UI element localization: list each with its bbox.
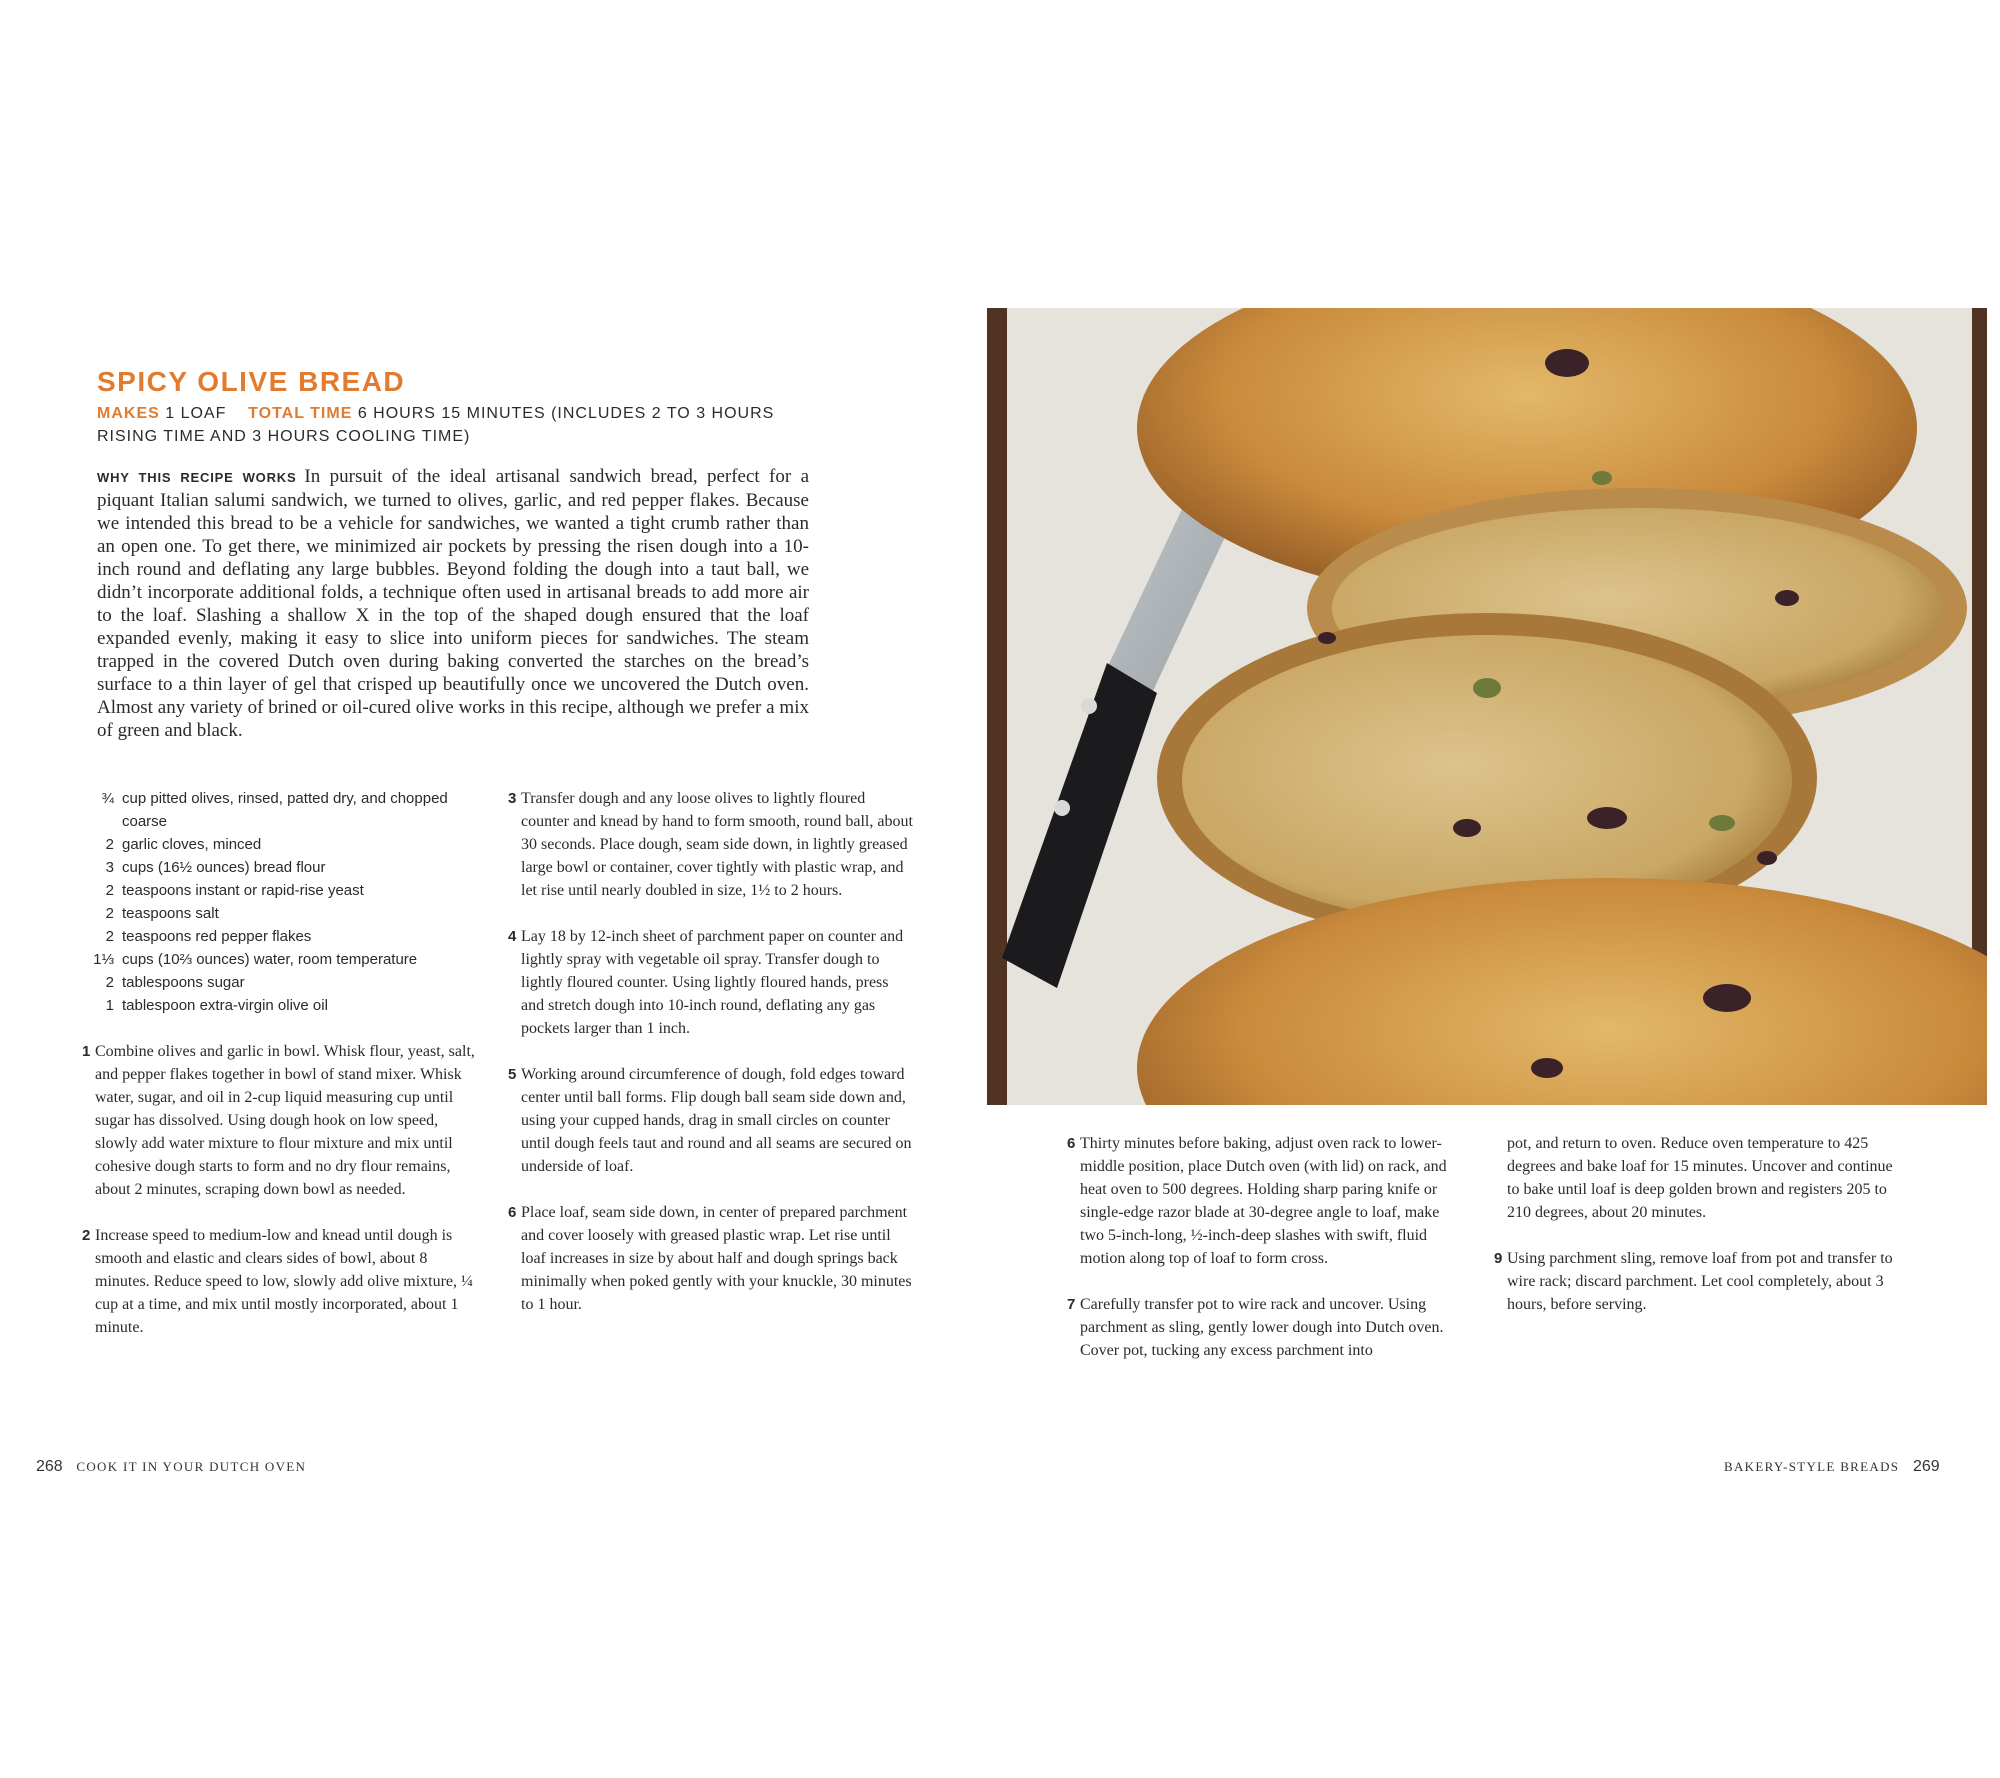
steps-column-2 <box>508 787 913 1339</box>
ingredient-list <box>84 787 484 1017</box>
book-title: COOK IT IN YOUR DUTCH OVEN <box>76 1459 307 1474</box>
ingredient-item: 1 tablespoon extra-virgin olive oil <box>105 997 328 1014</box>
step-item: 7 Carefully transfer pot to wire rack and uncover. Using parchment as sling, gently lower dough into Dutch oven. Cover pot, tucking any excess parchment into <box>1067 1296 1444 1359</box>
ingredient-item: 2 tablespoons sugar <box>105 974 245 991</box>
ingredient-item: ¾ cup pitted olives, rinsed, patted dry, and chopped coarse <box>101 790 448 830</box>
why-text: In pursuit of the ideal artisanal sandwich bread, perfect for a piquant Italian salumi sandwich, we turned to olives, garlic, and red pepper flakes. Because we intended this bread to be a vehicle for sandwiches, we wanted a tight crumb rather than an open one. To get there, we minimized air pockets by pressing the risen dough into a 10-inch round and deflating any large bubbles. Beyond folding the dough into a taut ball, we didn’t incorporate additional folds, a technique often used in artisanal breads to add more air to the loaf. Slashing a shallow X in the top of the shaped dough ensured that the loaf expanded evenly, making it easy to slice into uniform pieces for sandwiches. The steam trapped in the covered Dutch oven during baking converted the starches on the bread’s surface to a thin layer of gel that crisped up beautifully once we uncovered the Dutch oven. Almost any variety of brined or oil-cured olive works in this recipe, although we prefer a mix of green and black. <box>97 466 810 741</box>
ingredient-item: 2 garlic cloves, minced <box>105 836 262 853</box>
step-item: 1 Combine olives and garlic in bowl. Whisk flour, yeast, salt, and pepper flakes together in bowl of stand mixer. Whisk water, sugar, and oil in 2-cup liquid measuring cup until sugar has dissolved. Using dough hook on low speed, slowly add water mixture to flour mixture and mix until cohesive dough starts to form and no dry flour remains, about 2 minutes, scraping down bowl as needed. <box>82 1043 475 1198</box>
olive-bread-photo <box>987 308 1987 1105</box>
steps-column-1 <box>82 1040 482 1362</box>
step-item: 6 Place loaf, seam side down, in center of prepared parchment and cover loosely with greased plastic wrap. Let rise until loaf increases in size by about half and dough springs back minimally when poked gently with your knuckle, 30 minutes to 1 hour. <box>508 1204 912 1313</box>
total-time-label: TOTAL TIME <box>248 405 353 422</box>
handle-rivet <box>1081 698 1097 714</box>
step-item: 6 Thirty minutes before baking, adjust oven rack to lower-middle position, place Dutch oven (with lid) on rack, and heat oven to 500 degrees. Holding sharp paring knife or single-edge razor blade at 30-degree angle to loaf, make two 5-inch-long, ½-inch-deep slashes with swift, fluid motion along top of loaf to form cross. <box>1067 1135 1447 1267</box>
steps-column-3 <box>1067 1132 1467 1385</box>
footer-right <box>1724 1458 1940 1476</box>
makes-value: 1 LOAF <box>165 405 227 422</box>
page-number-left: 268 <box>36 1458 63 1475</box>
ingredient-item: 2 teaspoons instant or rapid-rise yeast <box>105 882 364 899</box>
ingredient-item: 2 teaspoons red pepper flakes <box>105 928 312 945</box>
handle-rivet <box>1054 800 1070 816</box>
ingredient-item: 1⅓ cups (10⅔ ounces) water, room temperature <box>93 951 418 968</box>
chapter-title: BAKERY-STYLE BREADS <box>1724 1459 1900 1474</box>
steps-column-4 <box>1494 1132 1894 1339</box>
why-this-recipe-works <box>97 465 809 742</box>
step-item: 2 Increase speed to medium-low and knead until dough is smooth and elastic and clears sides of bowl, about 8 minutes. Reduce speed to low, slowly add olive mixture, ¼ cup at a time, and mix until mostly incorporated, about 1 minute. <box>82 1227 474 1336</box>
makes-label: MAKES <box>97 405 160 422</box>
recipe-meta <box>97 402 817 448</box>
why-label: WHY THIS RECIPE WORKS <box>97 470 297 485</box>
footer-left <box>36 1458 306 1476</box>
total-time-value: 6 HOURS 15 MINUTES (INCLUDES 2 TO 3 HOURS RISING TIME AND 3 HOURS COOLING TIME) <box>97 405 775 445</box>
ingredient-item: 3 cups (16½ ounces) bread flour <box>105 859 326 876</box>
step-item: 4 Lay 18 by 12-inch sheet of parchment paper on counter and lightly spray with vegetable oil spray. Transfer dough to lightly floured counter. Using lightly floured hands, press and stretch dough into 10-inch round, deflating any gas pockets larger than 1 inch. <box>508 928 904 1037</box>
recipe-title: SPICY OLIVE BREAD <box>97 366 406 397</box>
step-item: 3 Transfer dough and any loose olives to lightly floured counter and knead by hand to form smooth, round ball, about 30 seconds. Place dough, seam side down, in lightly greased large bowl or container, cover tightly with plastic wrap, and let rise until nearly doubled in size, 1½ to 2 hours. <box>508 790 913 899</box>
step-item: pot, and return to oven. Reduce oven temperature to 425 degrees and bake loaf for 15 minutes. Uncover and continue to bake until loaf is deep golden brown and registers 205 to 210 degrees, about 20 minutes. <box>1507 1135 1893 1221</box>
step-item: 9 Using parchment sling, remove loaf from pot and transfer to wire rack; discard parchment. Let cool completely, about 3 hours, before serving. <box>1494 1250 1893 1313</box>
page-number-right: 269 <box>1912 1458 1940 1475</box>
step-item: 5 Working around circumference of dough, fold edges toward center until ball forms. Flip dough ball seam side down and, using your cupped hands, drag in small circles on counter until dough feels taut and round and all seams are secured on underside of loaf. <box>508 1066 912 1175</box>
ingredient-item: 2 teaspoons salt <box>105 905 219 922</box>
